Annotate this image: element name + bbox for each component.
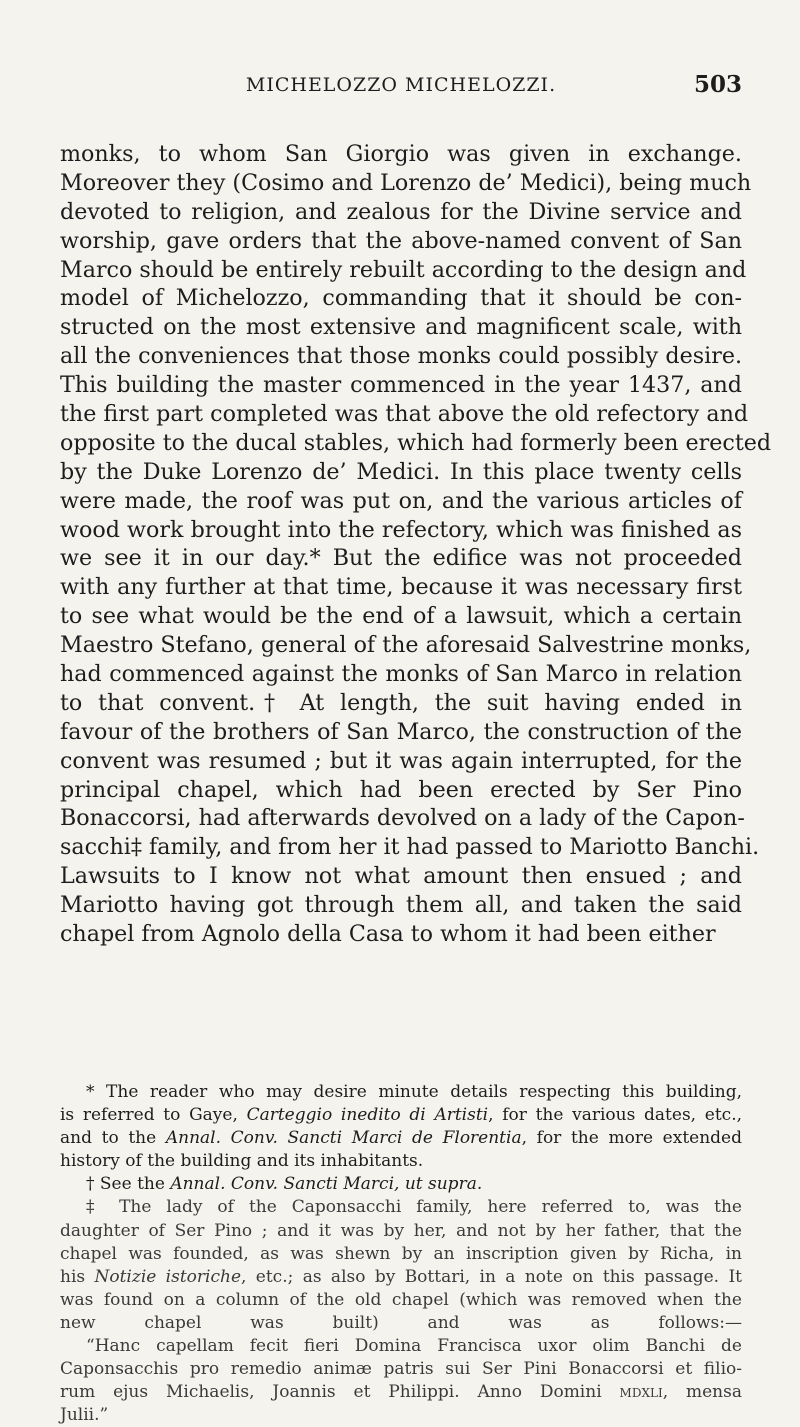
footnote-text: “Hanc capellam fecit fieri Domina Francisca uxor olim Banchi de xyxy=(86,1336,742,1357)
main-text xyxy=(60,140,772,949)
footnote-line xyxy=(60,1358,742,1381)
text-line: Mariotto having got through them all, and taken the said xyxy=(60,892,742,919)
roman-numeral-date: mdxli xyxy=(619,1382,663,1403)
text-line: to see what would be the end of a lawsuit, which a certain xyxy=(60,603,742,630)
footnote-text: daughter of Ser Pino ; and it was by her, and not by her father, that the xyxy=(60,1220,742,1241)
text-line: by the Duke Lorenzo de’ Medici. In this place twenty cells xyxy=(60,458,742,485)
footnote-note2 xyxy=(60,1173,742,1196)
footnote-line xyxy=(60,1289,742,1312)
text-line: convent was resumed ; but it was again interrupted, for the xyxy=(60,747,742,774)
text-line: monks, to whom San Giorgio was given in exchange. xyxy=(60,141,742,167)
footnote-text: history of the building and its inhabitants. xyxy=(60,1151,424,1172)
footnote-line xyxy=(60,1220,742,1243)
footnote-line xyxy=(60,1173,742,1196)
text-line: had commenced against the monks of San Marco in relation xyxy=(60,661,742,688)
page-header xyxy=(60,71,742,108)
text-line: chapel from Agnolo della Casa to whom it had been either xyxy=(60,921,716,948)
footnote-line xyxy=(60,1081,742,1104)
footnote-line xyxy=(60,1150,742,1173)
text-line: Moreover they (Cosimo and Lorenzo de’ Medici), being much xyxy=(60,169,752,196)
footnote-line xyxy=(60,1243,742,1266)
footnote-text: Julii.” xyxy=(60,1405,109,1426)
footnote-text: , for the various dates, etc., xyxy=(488,1105,742,1126)
footnote-line xyxy=(60,1104,742,1127)
footnote-line xyxy=(60,1266,742,1289)
text-line: opposite to the ducal stables, which had formerly been erected xyxy=(60,429,772,456)
footnote-note3 xyxy=(60,1196,742,1427)
footnote-text: rum ejus Michaelis, Joannis et Philippi. Anno Domini xyxy=(60,1382,620,1403)
footnote-text: Caponsacchis pro remedio animæ patris sui Ser Pini Bonaccorsi et filio- xyxy=(60,1359,742,1380)
text-line: to that convent.† At length, the suit having ended in xyxy=(60,689,742,716)
italic-title: Annal. Conv. Sancti Marci, ut supra. xyxy=(170,1174,483,1195)
text-line: were made, the roof was put on, and the various articles of xyxy=(60,487,742,514)
text-line: worship, gave orders that the above-named convent of San xyxy=(60,227,742,254)
footnote-text: and to the xyxy=(60,1128,166,1149)
text-line: model of Michelozzo, commanding that it should be con- xyxy=(60,285,742,312)
text-line: This building the master commenced in the year 1437, and xyxy=(60,372,742,399)
footnote-text: , for the more extended xyxy=(521,1128,742,1149)
footnote-line xyxy=(60,1381,742,1404)
text-line: sacchi‡ family, and from her it had passed to Mariotto Banchi. xyxy=(60,834,760,861)
footnote-line xyxy=(60,1312,742,1335)
italic-title: Carteggio inedito di Artisti xyxy=(246,1105,489,1126)
footnote-text: was found on a column of the old chapel (which was removed when the xyxy=(60,1289,742,1310)
italic-title: Annal. Conv. Sancti Marci de Florentia xyxy=(165,1128,522,1149)
footnote-text: , etc.; as also by Bottari, in a note on this passage. It xyxy=(241,1266,742,1287)
text-line: wood work brought into the refectory, which was finished as xyxy=(60,516,742,543)
footnote-text: ‡ The lady of the Caponsacchi family, here referred to, was the xyxy=(86,1197,742,1218)
text-line: structed on the most extensive and magnificent scale, with xyxy=(60,314,742,341)
running-head: MICHELOZZO MICHELOZZI. xyxy=(245,74,557,96)
text-line: devoted to religion, and zealous for the Divine service and xyxy=(60,198,742,225)
footnote-text: , mensa xyxy=(662,1382,742,1403)
text-line: Lawsuits to I know not what amount then ensued ; and xyxy=(60,863,742,890)
footnote-text: is referred to Gaye, xyxy=(60,1105,247,1126)
text-line: principal chapel, which had been erected by Ser Pino xyxy=(60,776,742,803)
footnote-text: his xyxy=(60,1266,95,1287)
footnote-note1 xyxy=(60,1081,742,1173)
italic-title: Notizie istoriche xyxy=(94,1266,242,1287)
footnote-line xyxy=(60,1335,742,1358)
footnote-line xyxy=(60,1127,742,1150)
page-number: 503 xyxy=(693,71,742,98)
footnote-text: chapel was founded, as was shewn by an inscription given by Richa, in xyxy=(60,1243,742,1264)
text-line: all the conveniences that those monks could possibly desire. xyxy=(60,343,742,370)
footnote-line xyxy=(60,1196,742,1219)
footnote-text: * The reader who may desire minute details respecting this building, xyxy=(86,1082,742,1102)
text-line: Maestro Stefano, general of the aforesaid Salvestrine monks, xyxy=(60,632,752,659)
text-line: favour of the brothers of San Marco, the construction of the xyxy=(60,718,742,745)
text-line: Bonaccorsi, had afterwards devolved on a lady of the Capon- xyxy=(60,805,745,832)
footnote-line xyxy=(60,1404,742,1427)
footnote-text: † See the xyxy=(86,1174,171,1195)
footnotes xyxy=(60,1081,742,1427)
text-line: we see it in our day.* But the edifice was not proceeded xyxy=(60,545,742,572)
text-line: the first part completed was that above the old refectory and xyxy=(60,401,749,428)
text-line: Marco should be entirely rebuilt according to the design and xyxy=(60,256,747,283)
footnote-text: new chapel was built) and was as follows:— xyxy=(60,1312,742,1333)
text-line: with any further at that time, because it was necessary first xyxy=(60,574,742,601)
